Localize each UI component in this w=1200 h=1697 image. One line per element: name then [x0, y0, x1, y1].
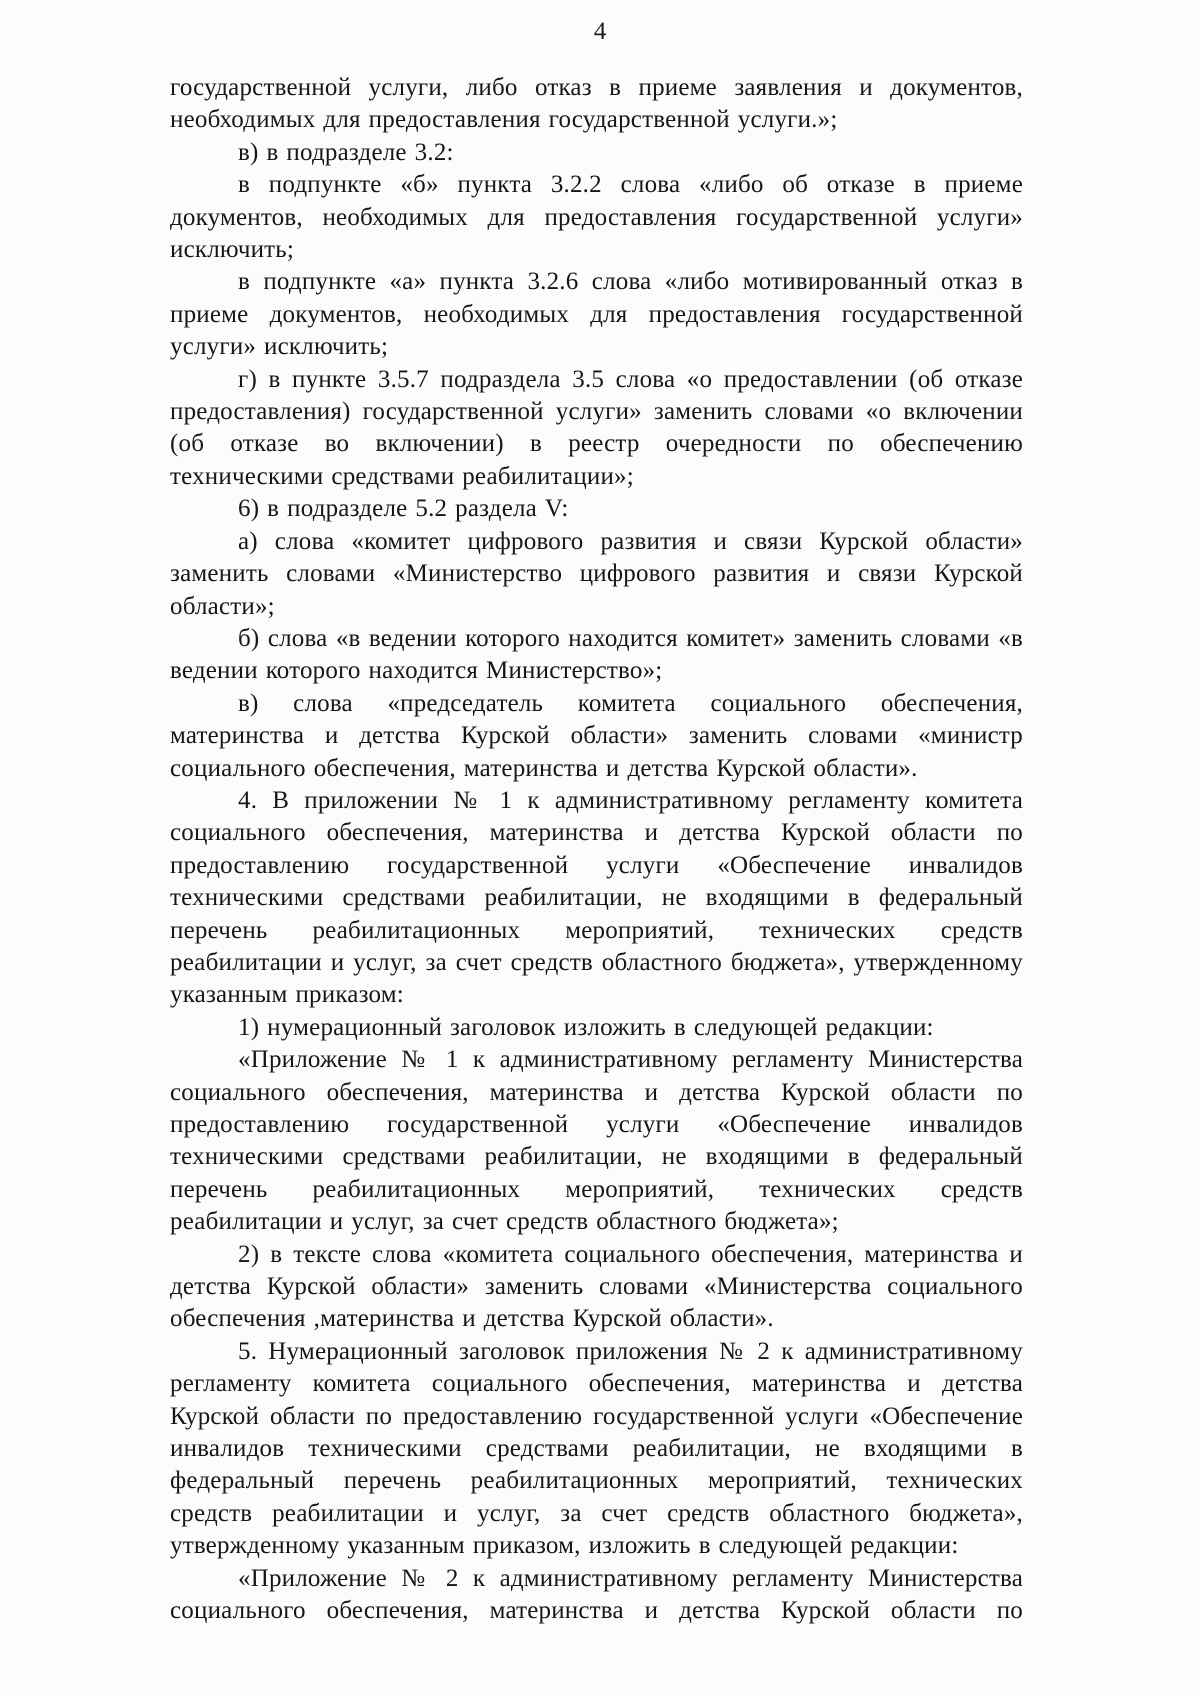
paragraph: г) в пункте 3.5.7 подраздела 3.5 слова «о предоставлении (об отказе предоставления) государственной услуги» заменить словами «о включении (об отказе во включении) в реестр очередности по обеспечению техническими средствами реабилитации»;	[170, 365, 1023, 490]
paragraph: а) слова «комитет цифрового развития и связи Курской области» заменить словами «Министерство цифрового развития и связи Курской области»;	[170, 527, 1023, 620]
paragraph: «Приложение № 1 к административному регламенту Министерства социального обеспечения, материнства и детства Курской области по предоставлению государственной услуги «Обеспечение инвалидов техническими средствами реабилитации, не входящими в федеральный перечень реабилитационных мероприятий, технических средств реабилитации и услуг, за счет средств областного бюджета»;	[170, 1046, 1023, 1236]
document-body	[170, 72, 1023, 1628]
paragraph: 5. Нумерационный заголовок приложения № 2 к административному регламенту комитета социального обеспечения, материнства и детства Курской области по предоставлению государственной услуги «Обеспечение инвалидов техническими средствами реабилитации, не входящими в федеральный перечень реабилитационных мероприятий, технических средств реабилитации и услуг, за счет средств областного бюджета», утвержденному указанным приказом, изложить в следующей редакции:	[170, 1337, 1023, 1560]
paragraph: 2) в тексте слова «комитета социального обеспечения, материнства и детства Курской области» заменить словами «Министерства социального обеспечения ,материнства и детства Курской области».	[170, 1240, 1023, 1333]
page-number: 4	[593, 18, 607, 45]
paragraph: в) слова «председатель комитета социального обеспечения, материнства и детства Курской области» заменить словами «министр социального обеспечения, материнства и детства Курской области».	[170, 689, 1023, 782]
paragraph: 4. В приложении № 1 к административному регламенту комитета социального обеспечения, материнства и детства Курской области по предоставлению государственной услуги «Обеспечение инвалидов техническими средствами реабилитации, не входящими в федеральный перечень реабилитационных мероприятий, технических средств реабилитации и услуг, за счет средств областного бюджета», утвержденному указанным приказом:	[170, 786, 1023, 1009]
paragraph: в подпункте «а» пункта 3.2.6 слова «либо мотивированный отказ в приеме документов, необходимых для предоставления государственной услуги» исключить;	[170, 268, 1023, 361]
paragraph: в подпункте «б» пункта 3.2.2 слова «либо об отказе в приеме документов, необходимых для предоставления государственной услуги» исключить;	[170, 171, 1023, 264]
paragraph: б) слова «в ведении которого находится комитет» заменить словами «в ведении которого находится Министерство»;	[170, 624, 1023, 685]
paragraph: 1) нумерационный заголовок изложить в следующей редакции:	[238, 1013, 934, 1041]
paragraph: «Приложение № 2 к административному регламенту Министерства социального обеспечения, материнства и детства Курской области по	[170, 1564, 1023, 1625]
paragraph: 6) в подразделе 5.2 раздела V:	[238, 495, 569, 523]
paragraph: в) в подразделе 3.2:	[238, 138, 454, 166]
paragraph: государственной услуги, либо отказ в приеме заявления и документов, необходимых для предоставления государственной услуги.»;	[170, 74, 1023, 134]
